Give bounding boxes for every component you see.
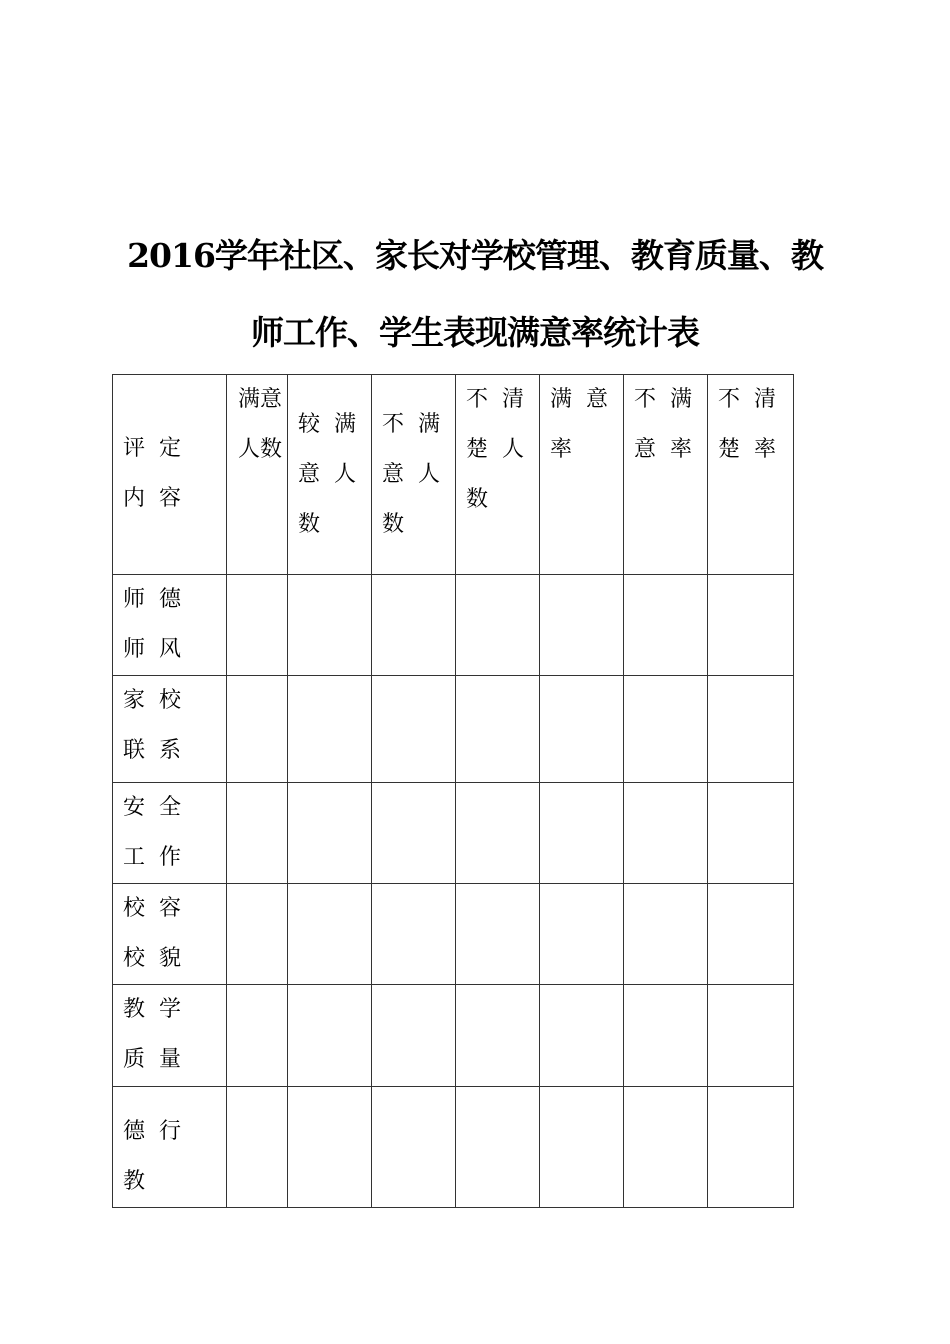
page-title-line-1: 2016学年社区、家长对学校管理、教育质量、教 — [127, 236, 823, 275]
data-cell — [372, 676, 456, 783]
header-cell-dissatisfied-count: 不满意人数 — [372, 375, 456, 575]
row-label-cell: 教学质量 — [113, 985, 227, 1087]
table-header-row — [113, 375, 794, 575]
table-row — [113, 985, 794, 1087]
data-cell — [372, 884, 456, 985]
data-cell — [227, 985, 288, 1087]
data-cell — [708, 884, 794, 985]
data-cell — [708, 985, 794, 1087]
header-cell-fairly-satisfied-count: 较满意人数 — [288, 375, 372, 575]
table-row — [113, 575, 794, 676]
row-label-cell: 校容校貌 — [113, 884, 227, 985]
page-title-line-2: 师工作、学生表现满意率统计表 — [251, 313, 699, 352]
data-cell — [624, 575, 708, 676]
table-row — [113, 1087, 794, 1208]
header-cell-unclear-count: 不清楚人数 — [456, 375, 540, 575]
data-cell — [624, 1087, 708, 1208]
data-cell — [288, 575, 372, 676]
data-cell — [288, 1087, 372, 1208]
row-label-cell: 德行教 — [113, 1087, 227, 1208]
data-cell — [227, 676, 288, 783]
data-cell — [624, 985, 708, 1087]
data-cell — [708, 783, 794, 884]
table-row — [113, 676, 794, 783]
header-cell-dissatisfaction-rate: 不满意率 — [624, 375, 708, 575]
data-cell — [227, 783, 288, 884]
data-cell — [227, 575, 288, 676]
data-cell — [227, 1087, 288, 1208]
table-row — [113, 884, 794, 985]
data-cell — [708, 1087, 794, 1208]
data-cell — [624, 884, 708, 985]
data-cell — [372, 783, 456, 884]
data-cell — [540, 575, 624, 676]
header-cell-unclear-rate: 不清楚率 — [708, 375, 794, 575]
row-label-cell: 家校联系 — [113, 676, 227, 783]
header-cell-evaluation-content: 评定内容 — [113, 375, 227, 575]
data-cell — [540, 676, 624, 783]
data-cell — [372, 575, 456, 676]
header-cell-satisfied-count: 满意人数 — [227, 375, 288, 575]
data-cell — [456, 1087, 540, 1208]
data-cell — [624, 676, 708, 783]
data-cell — [456, 783, 540, 884]
data-cell — [288, 676, 372, 783]
row-label-cell: 师德师风 — [113, 575, 227, 676]
data-cell — [540, 1087, 624, 1208]
data-cell — [288, 985, 372, 1087]
satisfaction-table — [112, 374, 794, 1208]
header-cell-satisfaction-rate: 满意率 — [540, 375, 624, 575]
data-cell — [540, 985, 624, 1087]
row-label-cell: 安全工作 — [113, 783, 227, 884]
data-cell — [288, 884, 372, 985]
data-cell — [456, 985, 540, 1087]
data-cell — [288, 783, 372, 884]
data-cell — [708, 575, 794, 676]
data-cell — [540, 884, 624, 985]
data-cell — [624, 783, 708, 884]
data-cell — [372, 1087, 456, 1208]
data-cell — [372, 985, 456, 1087]
data-cell — [456, 884, 540, 985]
table-row — [113, 783, 794, 884]
data-cell — [456, 575, 540, 676]
data-cell — [708, 676, 794, 783]
data-cell — [456, 676, 540, 783]
data-cell — [540, 783, 624, 884]
data-cell — [227, 884, 288, 985]
